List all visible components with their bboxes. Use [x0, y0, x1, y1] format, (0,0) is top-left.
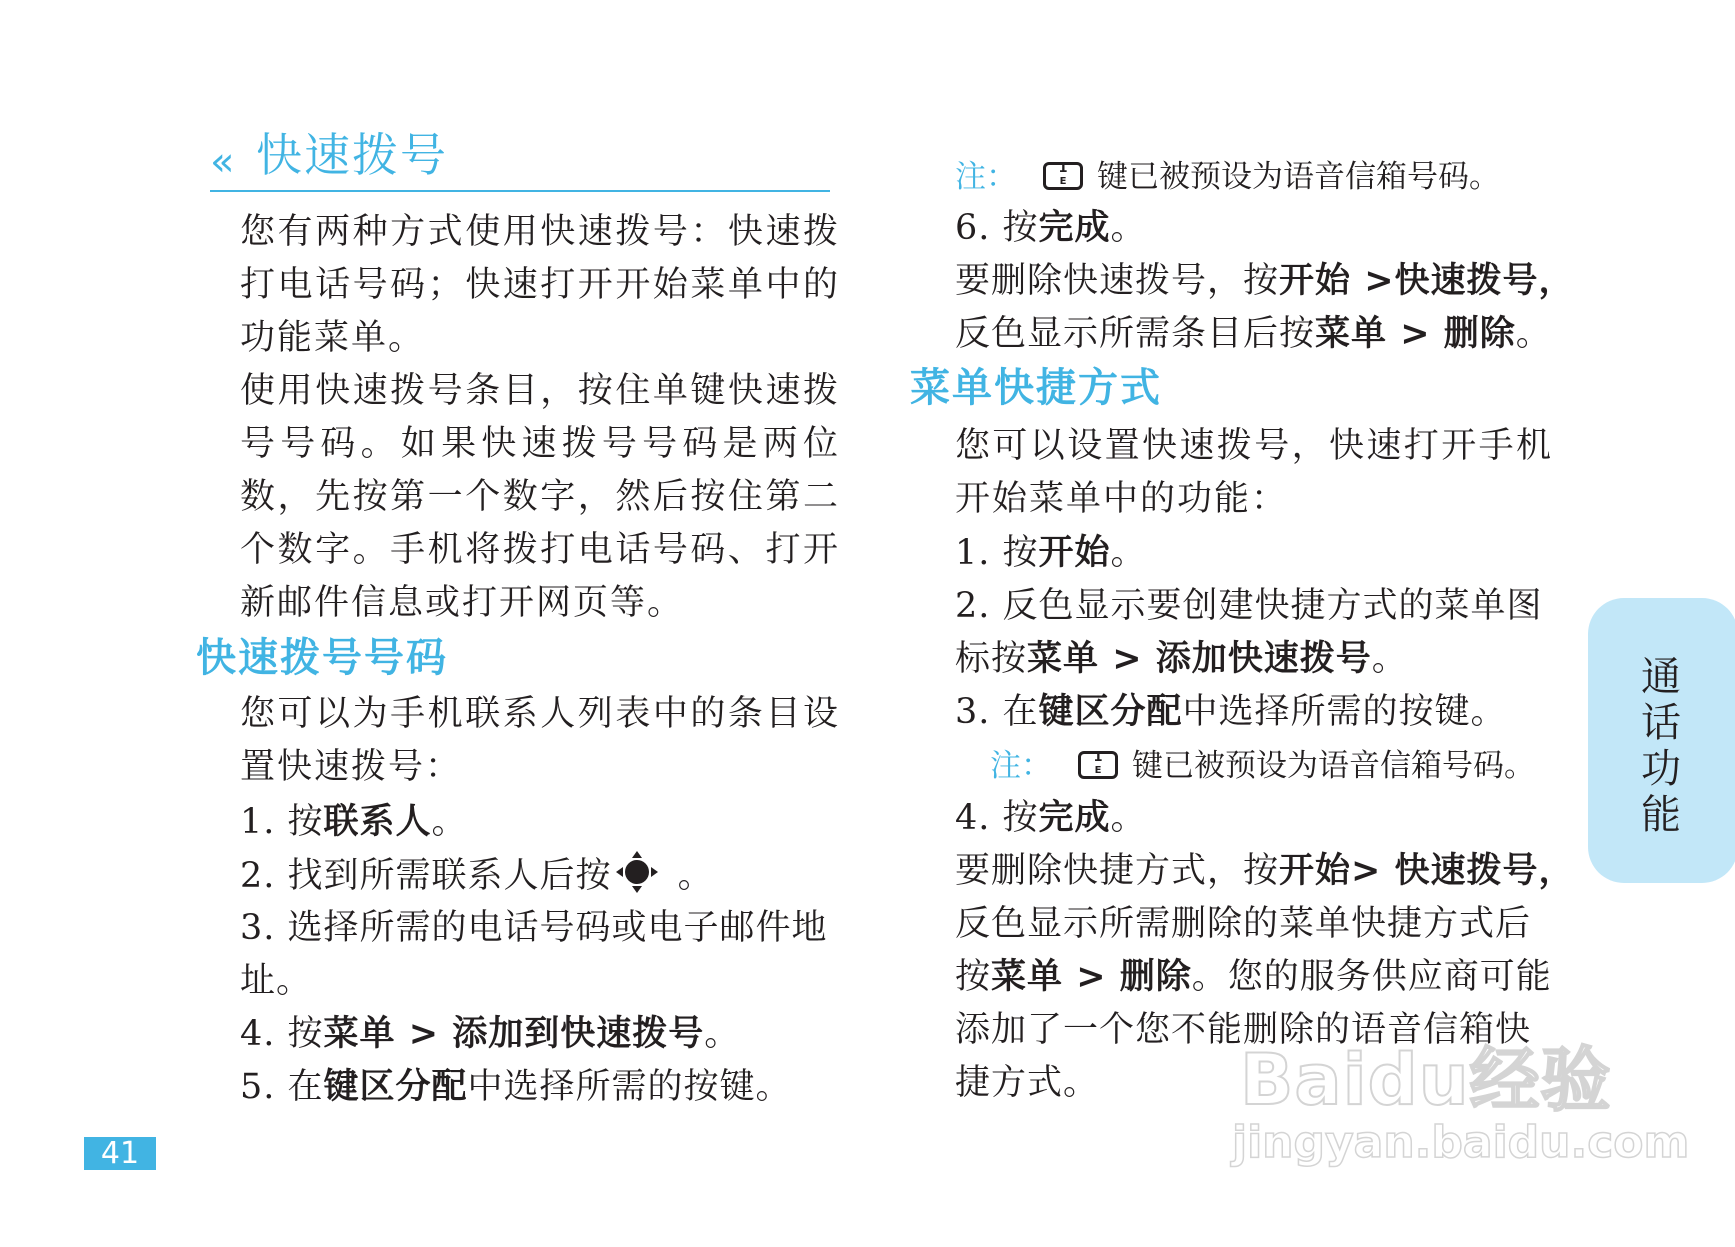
shortcut-step-4: 4. 按完成。	[955, 798, 1147, 838]
delete-shortcut-line-1: 要删除快捷方式，按开始> 快速拨号，	[955, 851, 1575, 891]
step-3-line-2: 址。	[240, 961, 313, 1001]
delete-shortcut-line-4: 添加了一个您不能删除的语音信箱快	[955, 1010, 1532, 1050]
step-2: 2. 找到所需联系人后按 。	[240, 849, 714, 903]
step-4: 4. 按菜单 > 添加到快速拨号。	[240, 1014, 741, 1054]
step-3-line-1: 3. 选择所需的电话号码或电子邮件地	[240, 908, 828, 948]
chapter-tab-label: 通话功能	[1641, 654, 1681, 838]
note-voicemail-2: 注： 1 E 键已被预设为语音信箱号码。	[990, 748, 1535, 784]
shortcut-step-2-line-1: 2. 反色显示要创建快捷方式的菜单图	[955, 586, 1543, 626]
delete-speed-dial-line-1: 要删除快速拨号，按开始 >快速拨号，	[955, 261, 1575, 301]
key-1-icon: 1 E	[1043, 162, 1083, 190]
step-6: 6. 按完成。	[955, 208, 1147, 248]
shortcut-step-2-line-2: 标按菜单 > 添加快速拨号。	[955, 639, 1408, 679]
shortcut-step-1: 1. 按开始。	[955, 533, 1147, 573]
intro-paragraph-2: 使用快速拨号条目，按住单键快速拨号号码。如果快速拨号号码是两位数，先按第一个数字，然后按住第二个数字。手机将拨打电话号码、打开新邮件信息或打开网页等。	[240, 371, 840, 623]
watermark-url: jingyan.baidu.com	[1232, 1117, 1690, 1168]
delete-shortcut-line-2: 反色显示所需删除的菜单快捷方式后	[955, 904, 1532, 944]
subsection-title-menu-shortcuts: 菜单快捷方式	[910, 365, 1162, 411]
delete-shortcut-line-5: 捷方式。	[955, 1063, 1100, 1103]
subsection-title-speed-dial-numbers: 快速拨号号码	[196, 635, 448, 681]
navigation-key-icon	[614, 849, 660, 895]
page-number: 41	[84, 1137, 156, 1170]
chapter-tab-call-functions	[1588, 598, 1735, 883]
double-chevron-left-icon: «	[210, 139, 235, 185]
step-5: 5. 在键区分配中选择所需的按键。	[240, 1067, 792, 1107]
intro-paragraph-1: 您有两种方式使用快速拨号：快速拨打电话号码；快速打开开始菜单中的功能菜单。	[240, 212, 840, 358]
baidu-watermark	[1230, 1039, 1690, 1180]
speed-dial-numbers-intro: 您可以为手机联系人列表中的条目设置快速拨号：	[240, 694, 840, 787]
delete-shortcut-line-3: 按菜单 > 删除。您的服务供应商可能	[955, 957, 1552, 997]
section-title: 快速拨号	[256, 128, 448, 182]
delete-speed-dial-line-2: 反色显示所需条目后按菜单 > 删除。	[955, 314, 1552, 354]
key-1-icon: 1 E	[1078, 751, 1118, 779]
shortcut-step-3: 3. 在键区分配中选择所需的按键。	[955, 692, 1507, 732]
step-1: 1. 按联系人。	[240, 802, 468, 842]
watermark-logo-text: Baidu经验	[1240, 1039, 1612, 1121]
menu-shortcuts-intro: 您可以设置快速拨号，快速打开手机开始菜单中的功能：	[955, 426, 1553, 519]
section-heading-speed-dial	[210, 122, 830, 192]
note-voicemail-1: 注： 1 E 键已被预设为语音信箱号码。	[955, 159, 1500, 195]
